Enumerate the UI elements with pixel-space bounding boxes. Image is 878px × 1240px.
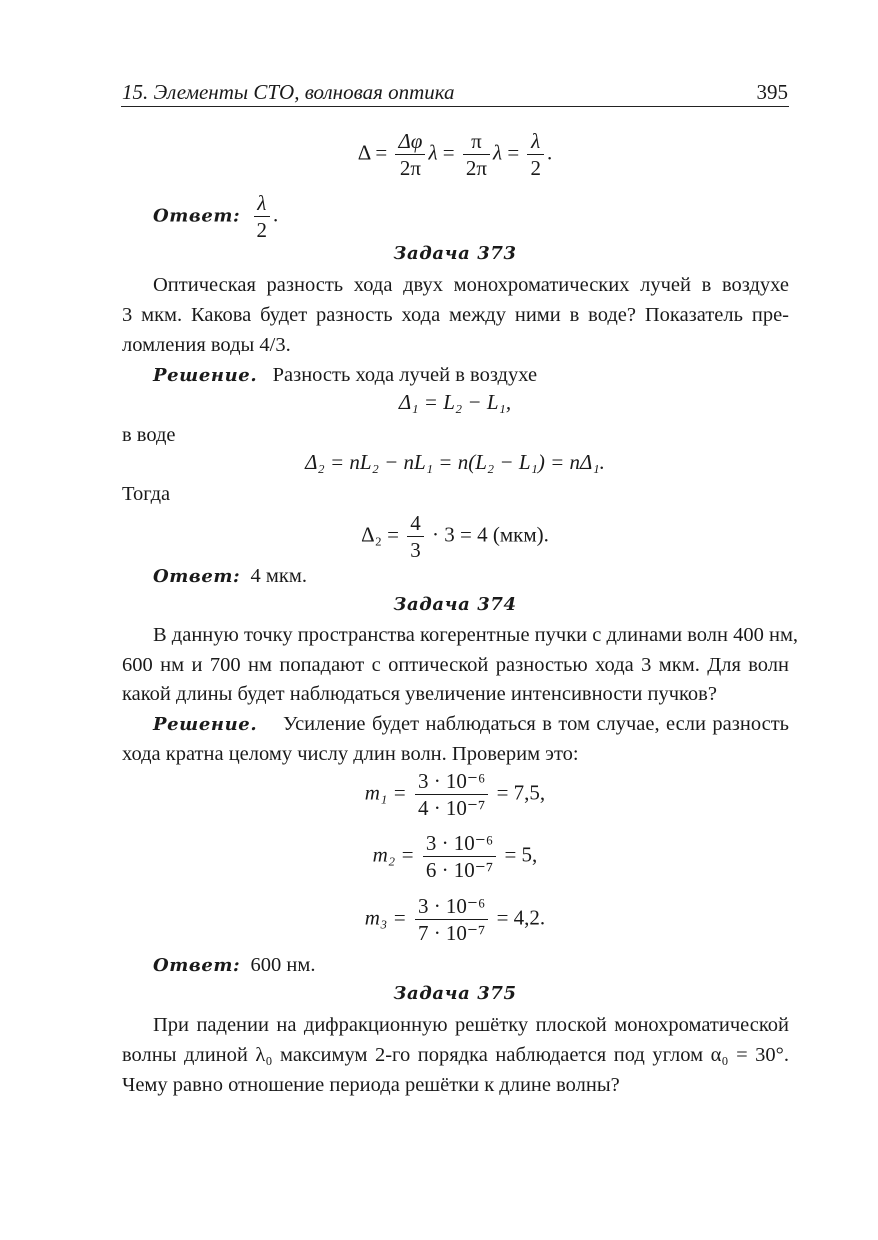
task-375-line-3: Чему равно отношение периода решётки к длине волны? bbox=[122, 1074, 620, 1096]
task-373-line-3: ломления воды 4/3. bbox=[122, 334, 291, 356]
task-373-answer: Ответ: 4 мкм. bbox=[153, 565, 307, 587]
task-373-line-1: Оптическая разность хода двух монохроматических лучей в воздухе bbox=[153, 274, 789, 296]
header-rule bbox=[121, 106, 789, 107]
task-375-title: Задача 375 bbox=[393, 983, 517, 1004]
task-373-line-2: 3 мкм. Какова будет разность хода между ними в воде? Показатель пре- bbox=[122, 304, 789, 326]
answer-previous: Ответ: $\frac{\lambda}{2}$ . bbox=[153, 191, 279, 242]
task-374-eq-m1: m₁ = $\frac{\text{3 · 10⁻⁶}}{\text{4 · 10⁻⁷}}$ = 7,5, bbox=[364, 769, 546, 820]
task-373-eq-2: Δ₂ = nL₂ − nL₁ = n(L₂ − L₁) = nΔ₁. bbox=[305, 450, 605, 474]
formula-delta-path: Δ = $\frac{\Delta\varphi}{2\pi}$ λ = $\frac{\pi}{2\pi}$ λ = $\frac{\lambda}{2}$ . bbox=[357, 129, 553, 180]
task-374-solution-2: хода кратна целому числу длин волн. Проверим это: bbox=[122, 743, 579, 765]
task-373-in-water: в воде bbox=[122, 424, 176, 446]
task-374-line-1: В данную точку пространства когерентные пучки с длинами волн 400 нм, bbox=[153, 624, 799, 646]
task-375-line-2: волны длиной λ₀ максимум 2-го порядка наблюдается под углом α₀ = 30°. bbox=[122, 1044, 789, 1066]
task-374-answer: Ответ: 600 нм. bbox=[153, 954, 316, 976]
task-373-solution: Решение. Разность хода лучей в воздухе bbox=[153, 364, 538, 386]
task-373-eq-1: Δ₁ = L₂ − L₁, bbox=[398, 390, 512, 414]
task-374-line-2: 600 нм и 700 нм попадают с оптической разностью хода 3 мкм. Для волн bbox=[122, 654, 789, 676]
task-373-title: Задача 373 bbox=[393, 243, 517, 264]
task-373-eq-3: Δ₂ = $\frac{4}{3}$ · 3 = 4 (мкм). bbox=[361, 511, 549, 562]
task-374-eq-m2: m₂ = $\frac{\text{3 · 10⁻⁶}}{\text{6 · 10⁻⁷}}$ = 5, bbox=[372, 831, 538, 882]
task-374-line-3: какой длины будет наблюдаться увеличение интенсивности пучков? bbox=[122, 683, 717, 705]
task-373-then: Тогда bbox=[122, 483, 171, 505]
running-header-title: 15. Элементы СТО, волновая оптика bbox=[122, 80, 455, 104]
task-374-eq-m3: m₃ = $\frac{\text{3 · 10⁻⁶}}{\text{7 · 10⁻⁷}}$ = 4,2. bbox=[364, 894, 546, 945]
task-375-line-1: При падении на дифракционную решётку плоской монохроматической bbox=[153, 1014, 789, 1036]
task-374-solution-1: Решение. Усиление будет наблюдаться в том случае, если разность bbox=[153, 713, 790, 735]
page-number: 395 bbox=[756, 80, 788, 104]
task-374-title: Задача 374 bbox=[393, 594, 517, 615]
